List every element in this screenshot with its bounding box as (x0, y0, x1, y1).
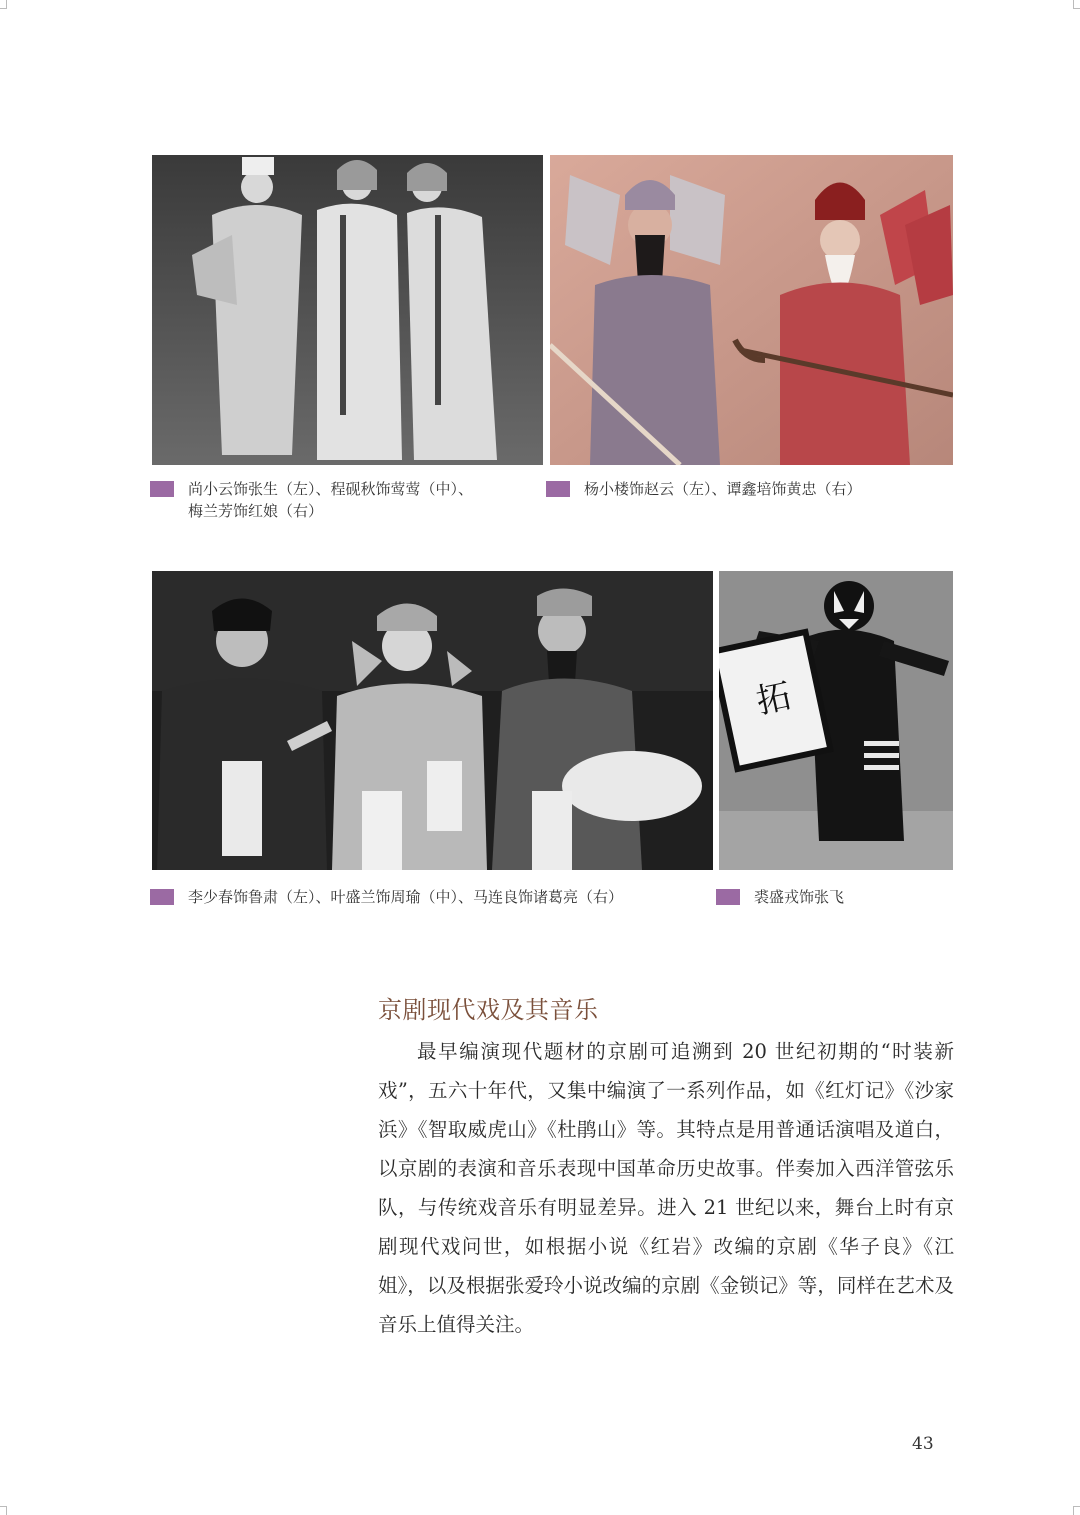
caption-photo-3 (150, 886, 748, 908)
caption-text: 杨小楼饰赵云（左）、谭鑫培饰黄忠（右） (584, 480, 862, 498)
caption-text: 尚小云饰张生（左）、程砚秋饰莺莺（中）、 (188, 480, 474, 498)
caption-marker (716, 889, 740, 905)
caption-photo-2 (546, 478, 984, 500)
crop-mark-bottom-left (0, 1506, 7, 1515)
caption-marker (150, 481, 174, 497)
caption-text-continued: 梅兰芳饰红娘（右） (188, 502, 324, 520)
caption-text: 裘盛戎饰张飞 (754, 888, 845, 906)
photo-yang-tan (550, 155, 953, 465)
caption-photo-4 (716, 886, 984, 908)
caption-photo-1 (150, 478, 568, 522)
crop-mark-top-right (1073, 0, 1080, 9)
photo-qiu (719, 571, 953, 870)
flag-glyph: 拓 (752, 675, 795, 723)
photo-shang-cheng-mei (152, 155, 543, 465)
caption-text: 李少春饰鲁肃（左）、叶盛兰饰周瑜（中）、马连良饰诸葛亮（右） (188, 888, 624, 906)
crop-mark-top-left (0, 0, 7, 9)
caption-marker (150, 889, 174, 905)
page-number: 43 (912, 1434, 934, 1454)
photo-li-ye-ma (152, 571, 713, 870)
section-heading: 京剧现代戏及其音乐 (378, 996, 599, 1024)
section-paragraph: 最早编演现代题材的京剧可追溯到 20 世纪初期的“时装新戏”，五六十年代，又集中编演了一系列作品，如《红灯记》《沙家浜》《智取威虎山》《杜鹃山》等。其特点是用普通话演唱及道白，以京剧的表演和音乐表现中国革命历史故事。伴奏加入西洋管弦乐队，与传统戏音乐有明显差异。进入 21 世纪以来，舞台上时有京剧现代戏问世，如根据小说《红岩》改编的京剧《华子良》《江姐》，以及根据张爱玲小说改编的京剧《金锁记》等，同样在艺术及音乐上值得关注。 (378, 1040, 954, 1336)
caption-marker (546, 481, 570, 497)
crop-mark-bottom-right (1073, 1506, 1080, 1515)
